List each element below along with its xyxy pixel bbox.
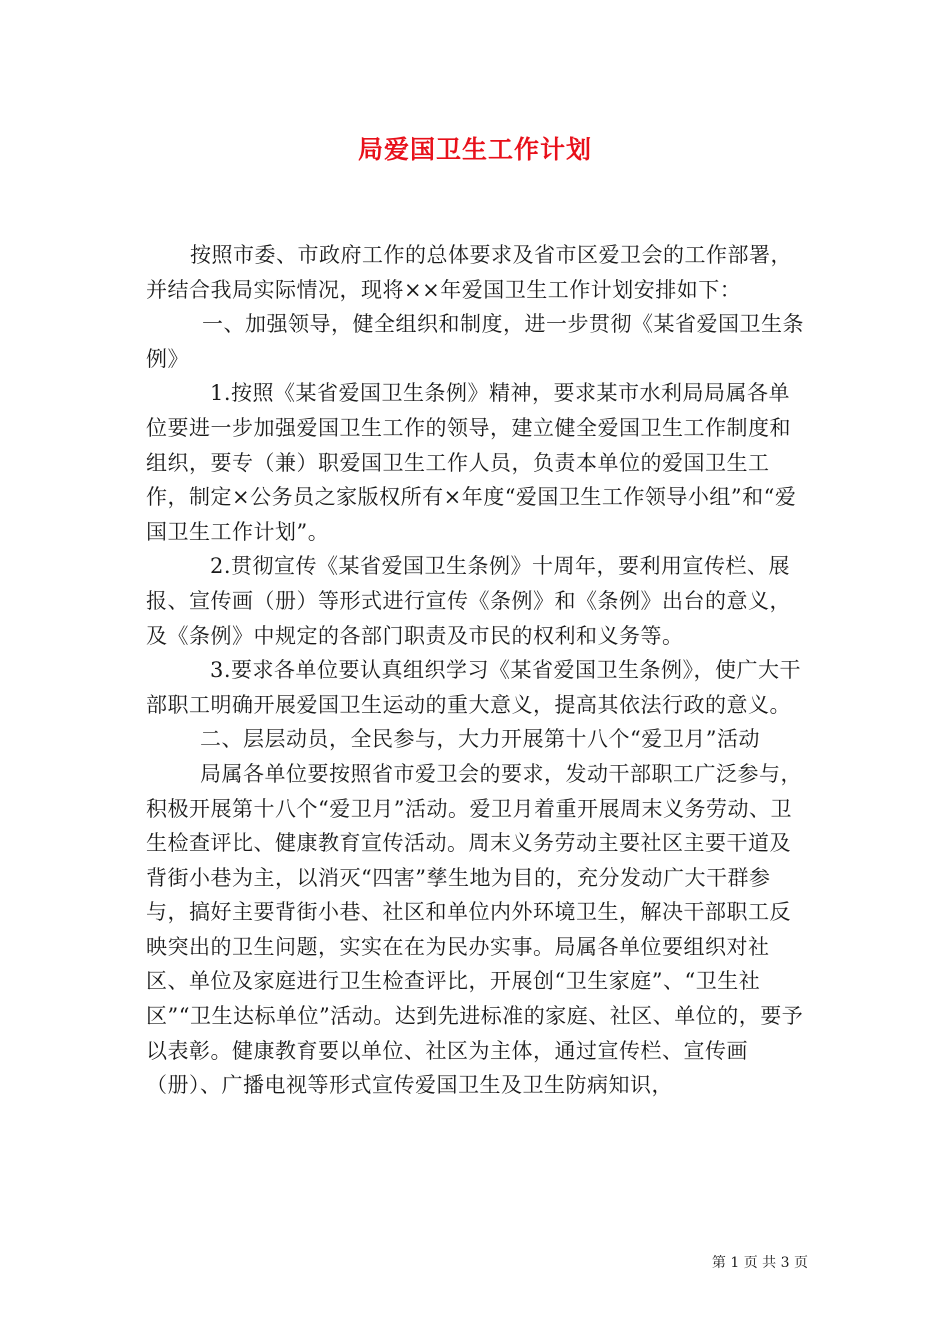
document-body — [146, 238, 810, 1103]
paragraph-item-3: 3.要求各单位要认真组织学习《某省爱国卫生条例》，使广大干部职工明确开展爱国卫生运动的重大意义，提高其依法行政的意义。 — [146, 658, 802, 717]
section-heading-2: 二、层层动员，全民参与，大力开展第十八个“爱卫月”活动 — [200, 727, 760, 752]
paragraph-intro: 按照市委、市政府工作的总体要求及省市区爱卫会的工作部署，并结合我局实际情况，现将××年爱国卫生工作计划安排如下： — [146, 243, 792, 302]
section-heading-1: 一、加强领导，健全组织和制度，进一步贯彻《某省爱国卫生条例》 — [146, 312, 804, 371]
paragraph-item-2: 2.贯彻宣传《某省爱国卫生条例》十周年，要利用宣传栏、展报、宣传画（册）等形式进行宣传《条例》和《条例》出台的意义，及《条例》中规定的各部门职责及市民的权利和义务等。 — [146, 554, 791, 648]
paragraph-item-1: 1.按照《某省爱国卫生条例》精神，要求某市水利局局属各单位要进一步加强爱国卫生工作的领导，建立健全爱国卫生工作制度和组织，要专（兼）职爱国卫生工作人员，负责本单位的爱国卫生工作，制定×公务员之家版权所有×年度“爱国卫生工作领导小组”和“爱国卫生工作计划”。 — [146, 381, 797, 544]
document-title: 局爱国卫生工作计划 — [357, 135, 592, 164]
paragraph-section-2: 局属各单位要按照省市爱卫会的要求，发动干部职工广泛参与，积极开展第十八个“爱卫月”活动。爱卫月着重开展周末义务劳动、卫生检查评比、健康教育宣传活动。周末义务劳动主要社区主要干道及背街小巷为主，以消灭“四害”孳生地为目的，充分发动广大干群参与，搞好主要背街小巷、社区和单位内外环境卫生，解决干部职工反映突出的卫生问题，实实在在为民办实事。局属各单位要组织对社区、单位及家庭进行卫生检查评比，开展创“卫生家庭”、“卫生社区”“卫生达标单位”活动。达到先进标准的家庭、社区、单位的，要予以表彰。健康教育要以单位、社区为主体，通过宣传栏、宣传画（册）、广播电视等形式宣传爱国卫生及卫生防病知识， — [146, 761, 804, 1098]
page-number: 第 1 页 共 3 页 — [711, 1255, 808, 1271]
